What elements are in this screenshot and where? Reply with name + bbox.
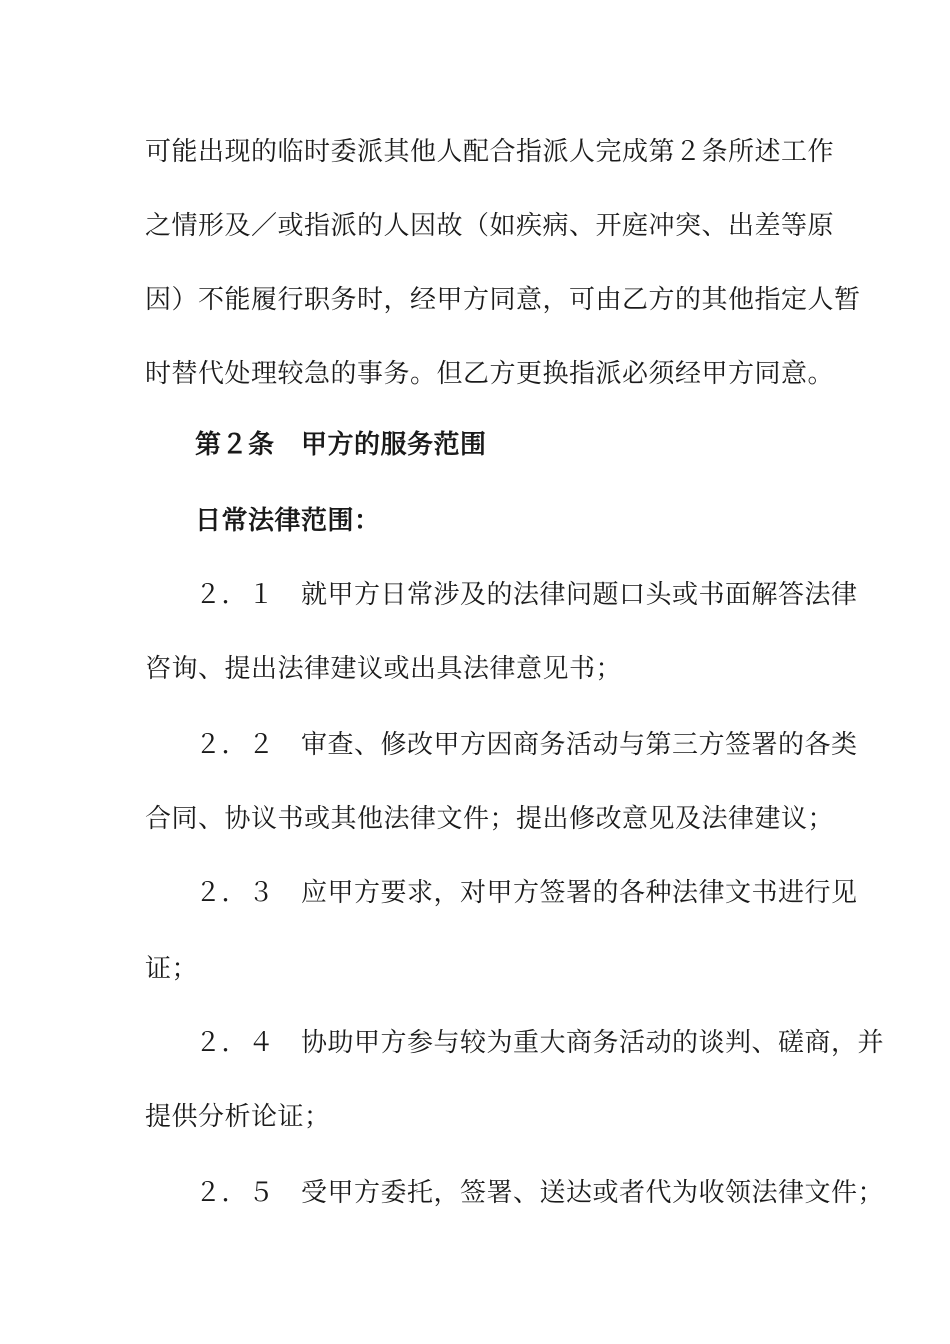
clause-line: ２．１ 就甲方日常涉及的法律问题口头或书面解答法律 — [195, 580, 858, 610]
paragraph-line: 之情形及／或指派的人因故（如疾病、开庭冲突、出差等原 — [145, 211, 835, 241]
clause-line: 咨询、提出法律建议或出具法律意见书； — [145, 654, 623, 684]
clause-line: ２．２ 审查、修改甲方因商务活动与第三方签署的各类 — [195, 730, 858, 760]
paragraph-line: 因）不能履行职务时，经甲方同意，可由乙方的其他指定人暂 — [145, 285, 861, 315]
clause-line: 证； — [145, 954, 199, 984]
subsection-heading: 日常法律范围： — [195, 506, 381, 536]
paragraph-line: 可能出现的临时委派其他人配合指派人完成第２条所述工作 — [145, 137, 835, 167]
clause-line: ２．４ 协助甲方参与较为重大商务活动的谈判、磋商，并 — [195, 1028, 885, 1058]
paragraph-line: 时替代处理较急的事务。但乙方更换指派必须经甲方同意。 — [145, 359, 835, 389]
section-heading: 第２条 甲方的服务范围 — [195, 430, 487, 460]
clause-line: 提供分析论证； — [145, 1102, 331, 1132]
clause-line: ２．３ 应甲方要求，对甲方签署的各种法律文书进行见 — [195, 878, 858, 908]
clause-line: 合同、协议书或其他法律文件；提出修改意见及法律建议； — [145, 804, 835, 834]
clause-line: ２．５ 受甲方委托，签署、送达或者代为收领法律文件； — [195, 1178, 885, 1208]
